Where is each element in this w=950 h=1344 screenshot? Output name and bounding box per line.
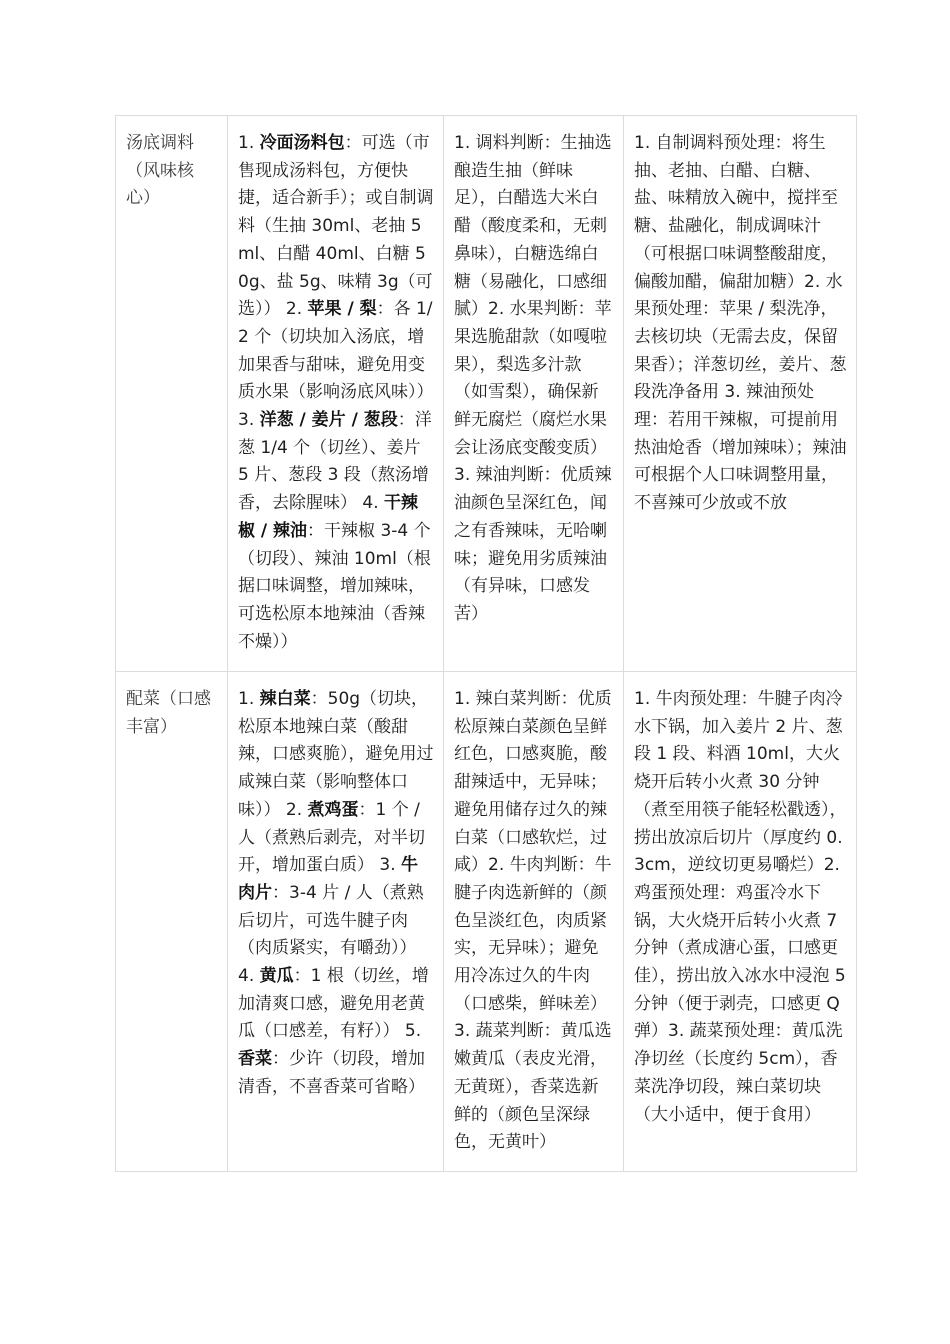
- prep-cell: 1. 自制调料预处理：将生抽、老抽、白醋、白糖、盐、味精放入碗中，搅拌至糖、盐融化，制成调味汁（可根据口味调整酸甜度，偏酸加醋，偏甜加糖）2. 水果预处理：苹果 / 梨洗净，去核切块（无需去皮，保留果香）；洋葱切丝，姜片、葱段洗净备用 3. 辣油预处理：若用干辣椒，可提前用热油炝香（增加辣味）；辣油可根据个人口味调整用量，不喜辣可少放或不放: [624, 116, 857, 672]
- ingredient-item: 1. 辣白菜：50g（切块，松原本地辣白菜（酸甜辣，口感爽脆），避免用过咸辣白菜（影响整体口味））: [238, 689, 434, 820]
- ingredient-table: [115, 115, 857, 1172]
- table-row: [116, 672, 857, 1172]
- ingredient-item: 1. 冷面汤料包：可选（市售现成汤料包，方便快捷，适合新手）；或自制调料（生抽 30ml、老抽 5ml、白醋 40ml、白糖 50g、盐 5g、味精 3g（可选））: [238, 133, 434, 320]
- ingredient-cell: [228, 116, 444, 672]
- judgment-cell: 1. 调料判断：生抽选酿造生抽（鲜味足），白醋选大米白醋（酸度柔和，无刺鼻味），白糖选绵白糖（易融化，口感细腻）2. 水果判断：苹果选脆甜款（如嘎啦果），梨选多汁款（如雪梨），确保新鲜无腐烂（腐烂水果会让汤底变酸变质）3. 辣油判断：优质辣油颜色呈深红色，闻之有香辣味，无哈喇味；避免用劣质辣油（有异味，口感发苦）: [444, 116, 624, 672]
- ingredient-item: 3. 牛肉片：3-4 片 / 人（煮熟后切片，可选牛腱子肉（肉质紧实，有嚼劲））: [238, 855, 424, 959]
- table-row: [116, 116, 857, 672]
- judgment-cell: 1. 辣白菜判断：优质松原辣白菜颜色呈鲜红色，口感爽脆，酸甜辣适中，无异味；避免用储存过久的辣白菜（口感软烂，过咸）2. 牛肉判断：牛腱子肉选新鲜的（颜色呈淡红色，肉质紧实，无异味）；避免用冷冻过久的牛肉（口感柴，鲜味差）3. 蔬菜判断：黄瓜选嫩黄瓜（表皮光滑，无黄斑），香菜选新鲜的（颜色呈深绿色，无黄叶）: [444, 672, 624, 1172]
- ingredient-item: 3. 洋葱 / 姜片 / 葱段：洋葱 1/4 个（切丝）、姜片 5 片、葱段 3 段（熬汤增香，去除腥味）: [238, 410, 432, 514]
- ingredient-item: 4. 黄瓜：1 根（切丝，增加清爽口感，避免用老黄瓜（口感差，有籽））: [238, 966, 429, 1042]
- row-label: 配菜（口感丰富）: [116, 672, 228, 1172]
- prep-cell: 1. 牛肉预处理：牛腱子肉冷水下锅，加入姜片 2 片、葱段 1 段、料酒 10ml，大火烧开后转小火煮 30 分钟（煮至用筷子能轻松戳透），捞出放凉后切片（厚度约 0.3cm，逆纹切更易嚼烂）2. 鸡蛋预处理：鸡蛋冷水下锅，大火烧开后转小火煮 7 分钟（煮成溏心蛋，口感更佳），捞出放入冰水中浸泡 5 分钟（便于剥壳，口感更 Q 弹）3. 蔬菜预处理：黄瓜洗净切丝（长度约 5cm），香菜洗净切段，辣白菜切块（大小适中，便于食用）: [624, 672, 857, 1172]
- ingredient-item: 5. 香菜：少许（切段，增加清香，不喜香菜可省略）: [238, 1021, 425, 1097]
- ingredient-cell: [228, 672, 444, 1172]
- ingredient-item: 2. 煮鸡蛋：1 个 / 人（煮熟后剥壳，对半切开，增加蛋白质）: [238, 799, 425, 876]
- ingredient-item: 2. 苹果 / 梨：各 1/2 个（切块加入汤底，增加果香与甜味，避免用变质水果（影响汤底风味））: [238, 299, 434, 403]
- ingredient-item: 4. 干辣椒 / 辣油：干辣椒 3-4 个（切段）、辣油 10ml（根据口味调整，增加辣味，可选松原本地辣油（香辣不燥））: [238, 493, 431, 652]
- row-label: 汤底调料（风味核心）: [116, 116, 228, 672]
